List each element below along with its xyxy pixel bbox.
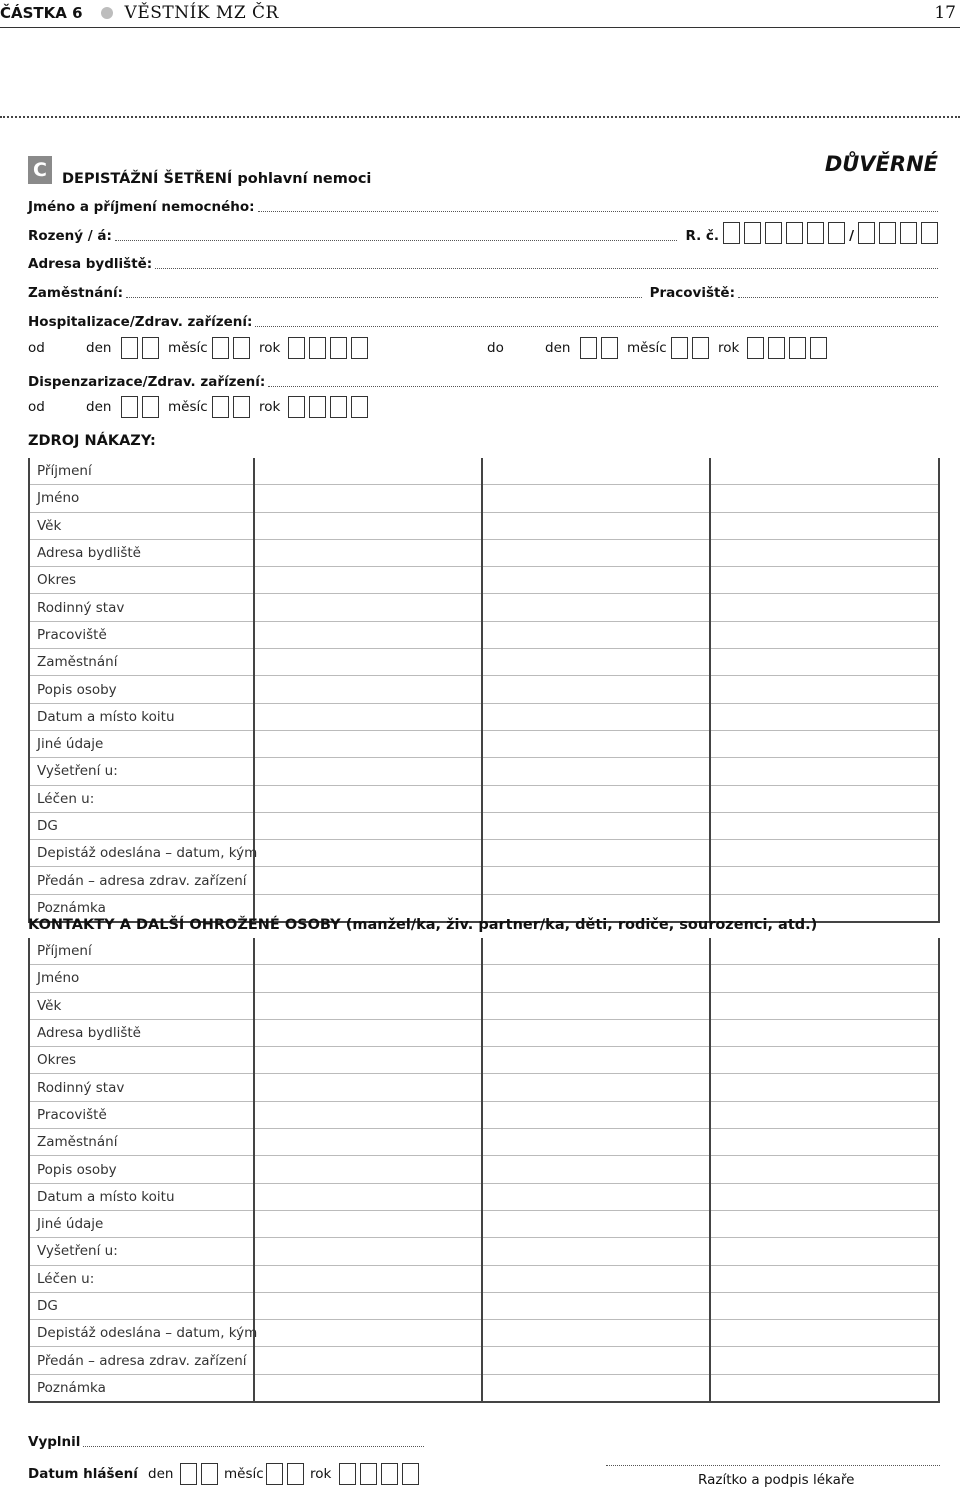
person-cell[interactable] — [254, 458, 482, 485]
person-cell[interactable] — [254, 867, 482, 894]
person-cell[interactable] — [482, 1074, 710, 1101]
person-cell[interactable] — [254, 758, 482, 785]
table-row — [29, 485, 939, 512]
workplace-label: Pracoviště: — [649, 285, 735, 301]
row-label: Zaměstnání — [29, 1129, 254, 1156]
month-label: měsíc — [168, 399, 208, 415]
person-cell[interactable] — [254, 812, 482, 839]
dispensary-label: Dispenzarizace/Zdrav. zařízení: — [28, 374, 266, 390]
hospital-date-row — [28, 335, 938, 361]
row-label: Popis osoby — [29, 1156, 254, 1183]
row-label: Jméno — [29, 965, 254, 992]
person-cell[interactable] — [710, 703, 939, 730]
person-cell[interactable] — [710, 1347, 939, 1374]
row-label: Léčen u: — [29, 1265, 254, 1292]
table-row — [29, 512, 939, 539]
row-label: Předán – adresa zdrav. zařízení — [29, 1347, 254, 1374]
from-label: od — [28, 340, 45, 356]
table-row — [29, 1292, 939, 1319]
person-cell[interactable] — [710, 1183, 939, 1210]
table-row — [29, 992, 939, 1019]
person-cell[interactable] — [482, 785, 710, 812]
to-label: do — [487, 340, 504, 356]
contacts-title: KONTAKTY A DALŠÍ OHROŽENÉ OSOBY (manžel/ka, živ. partner/ka, děti, rodiče, sourozenci, atd.) — [28, 917, 818, 933]
hospital-label: Hospitalizace/Zdrav. zařízení: — [28, 314, 253, 330]
report-month-boxes[interactable] — [266, 1463, 304, 1485]
employment-label: Zaměstnání: — [28, 285, 123, 301]
person-cell[interactable] — [710, 539, 939, 566]
address-row — [28, 254, 938, 272]
employment-field[interactable] — [126, 296, 642, 298]
disp-month-boxes[interactable] — [212, 396, 250, 418]
year-label: rok — [259, 340, 281, 356]
filled-by-row — [28, 1432, 424, 1450]
dispensary-date-row — [28, 394, 368, 420]
person-cell[interactable] — [254, 965, 482, 992]
row-label: Okres — [29, 1047, 254, 1074]
person-cell[interactable] — [254, 1347, 482, 1374]
person-cell[interactable] — [710, 992, 939, 1019]
table-row — [29, 730, 939, 757]
row-label: Předán – adresa zdrav. zařízení — [29, 867, 254, 894]
person-cell[interactable] — [254, 1047, 482, 1074]
person-cell[interactable] — [254, 1292, 482, 1319]
disp-day-boxes[interactable] — [121, 396, 159, 418]
to-year-boxes[interactable] — [747, 337, 827, 359]
table-row — [29, 621, 939, 648]
person-cell[interactable] — [482, 539, 710, 566]
row-label: Adresa bydliště — [29, 539, 254, 566]
table-row — [29, 594, 939, 621]
person-cell[interactable] — [710, 965, 939, 992]
table-row — [29, 938, 939, 965]
person-cell[interactable] — [482, 1347, 710, 1374]
person-cell[interactable] — [710, 758, 939, 785]
employment-row — [28, 283, 938, 301]
person-cell[interactable] — [710, 567, 939, 594]
person-cell[interactable] — [254, 512, 482, 539]
person-cell[interactable] — [254, 676, 482, 703]
month-label: měsíc — [168, 340, 208, 356]
row-label: Pracoviště — [29, 1101, 254, 1128]
person-cell[interactable] — [710, 1210, 939, 1237]
row-label: Jméno — [29, 485, 254, 512]
person-cell[interactable] — [710, 649, 939, 676]
contacts-table — [28, 938, 940, 1403]
from-day-boxes[interactable] — [121, 337, 159, 359]
row-label: Rodinný stav — [29, 1074, 254, 1101]
report-year-boxes[interactable] — [339, 1463, 419, 1485]
day-label: den — [86, 340, 112, 356]
table-row — [29, 567, 939, 594]
report-date-row — [28, 1461, 419, 1487]
row-label: Zaměstnání — [29, 649, 254, 676]
person-cell[interactable] — [482, 512, 710, 539]
bullet-icon — [101, 7, 113, 19]
person-cell[interactable] — [482, 867, 710, 894]
month-label: měsíc — [627, 340, 667, 356]
person-cell[interactable] — [710, 840, 939, 867]
person-cell[interactable] — [710, 485, 939, 512]
row-label: Příjmení — [29, 938, 254, 965]
rc-label: R. č. — [685, 228, 720, 244]
row-label: Pracoviště — [29, 621, 254, 648]
person-cell[interactable] — [482, 1374, 710, 1402]
address-field[interactable] — [155, 267, 938, 269]
person-cell[interactable] — [254, 1320, 482, 1347]
person-cell[interactable] — [254, 992, 482, 1019]
person-cell[interactable] — [710, 812, 939, 839]
rc-boxes-first[interactable] — [723, 222, 845, 244]
month-label: měsíc — [224, 1466, 264, 1482]
rc-separator: / — [849, 228, 854, 244]
row-label: Vyšetření u: — [29, 1238, 254, 1265]
row-label: Jiné údaje — [29, 730, 254, 757]
person-cell[interactable] — [482, 992, 710, 1019]
row-label: Depistáž odeslána – datum, kým — [29, 1320, 254, 1347]
born-row — [28, 226, 938, 244]
table-row — [29, 1265, 939, 1292]
person-cell[interactable] — [710, 1101, 939, 1128]
year-label: rok — [259, 399, 281, 415]
to-day-boxes[interactable] — [580, 337, 618, 359]
name-row — [28, 197, 938, 215]
person-cell[interactable] — [482, 621, 710, 648]
table-row — [29, 840, 939, 867]
person-cell[interactable] — [710, 1074, 939, 1101]
dispensary-field[interactable] — [268, 385, 938, 387]
person-cell[interactable] — [482, 1265, 710, 1292]
table-row — [29, 703, 939, 730]
day-label: den — [545, 340, 571, 356]
from-year-boxes[interactable] — [288, 337, 368, 359]
person-cell[interactable] — [254, 594, 482, 621]
person-cell[interactable] — [254, 567, 482, 594]
row-label: Věk — [29, 512, 254, 539]
person-cell[interactable] — [254, 1210, 482, 1237]
person-cell[interactable] — [254, 1129, 482, 1156]
table-row — [29, 1238, 939, 1265]
table-row — [29, 676, 939, 703]
person-cell[interactable] — [482, 1238, 710, 1265]
row-label: Rodinný stav — [29, 594, 254, 621]
confidential-label: DŮVĚRNÉ — [824, 152, 938, 176]
address-label: Adresa bydliště: — [28, 256, 153, 272]
row-label: Adresa bydliště — [29, 1019, 254, 1046]
person-cell[interactable] — [710, 1019, 939, 1046]
table-row — [29, 965, 939, 992]
table-row — [29, 758, 939, 785]
born-field[interactable] — [115, 239, 678, 241]
day-label: den — [86, 399, 112, 415]
person-cell[interactable] — [482, 1210, 710, 1237]
person-cell[interactable] — [710, 1129, 939, 1156]
journal-title: VĚSTNÍK MZ ČR — [124, 3, 279, 23]
table-row — [29, 1101, 939, 1128]
table-row — [29, 1129, 939, 1156]
person-cell[interactable] — [710, 1265, 939, 1292]
filled-by-field[interactable] — [83, 1445, 424, 1447]
table-row — [29, 458, 939, 485]
filled-by-label: Vyplnil — [28, 1434, 81, 1450]
table-row — [29, 785, 939, 812]
person-cell[interactable] — [254, 1074, 482, 1101]
row-label: Poznámka — [29, 894, 254, 922]
person-cell[interactable] — [254, 1101, 482, 1128]
person-cell[interactable] — [482, 703, 710, 730]
person-cell[interactable] — [482, 1047, 710, 1074]
person-cell[interactable] — [254, 1374, 482, 1402]
table-row — [29, 1210, 939, 1237]
person-cell[interactable] — [710, 1047, 939, 1074]
person-cell[interactable] — [482, 649, 710, 676]
table-row — [29, 1183, 939, 1210]
person-cell[interactable] — [710, 621, 939, 648]
part-label: ČÁSTKA 6 — [0, 4, 83, 22]
table-row — [29, 539, 939, 566]
workplace-field[interactable] — [738, 296, 938, 298]
hospital-field[interactable] — [255, 325, 938, 327]
row-label: Vyšetření u: — [29, 758, 254, 785]
page-header-left — [0, 3, 279, 23]
person-cell[interactable] — [482, 730, 710, 757]
to-month-boxes[interactable] — [671, 337, 709, 359]
person-cell[interactable] — [254, 730, 482, 757]
row-label: DG — [29, 1292, 254, 1319]
person-cell[interactable] — [254, 539, 482, 566]
person-cell[interactable] — [482, 1183, 710, 1210]
row-label: Popis osoby — [29, 676, 254, 703]
disp-year-boxes[interactable] — [288, 396, 368, 418]
person-cell[interactable] — [482, 567, 710, 594]
person-cell[interactable] — [482, 938, 710, 965]
table-row — [29, 1156, 939, 1183]
person-cell[interactable] — [254, 621, 482, 648]
person-cell[interactable] — [482, 1019, 710, 1046]
header-rule — [0, 27, 960, 28]
row-label: Datum a místo koitu — [29, 1183, 254, 1210]
person-cell[interactable] — [254, 1265, 482, 1292]
table-row — [29, 1374, 939, 1402]
table-row — [29, 812, 939, 839]
row-label: DG — [29, 812, 254, 839]
table-row — [29, 867, 939, 894]
row-label: Poznámka — [29, 1374, 254, 1402]
person-cell[interactable] — [710, 867, 939, 894]
person-cell[interactable] — [482, 840, 710, 867]
signature-line[interactable] — [606, 1465, 940, 1466]
person-cell[interactable] — [482, 1101, 710, 1128]
table-row — [29, 1320, 939, 1347]
source-table — [28, 458, 940, 923]
row-label: Jiné údaje — [29, 1210, 254, 1237]
report-date-label: Datum hlášení — [28, 1466, 138, 1482]
person-cell[interactable] — [710, 594, 939, 621]
cut-line — [0, 116, 960, 118]
person-cell[interactable] — [254, 785, 482, 812]
name-label: Jméno a příjmení nemocného: — [28, 199, 255, 215]
table-row — [29, 1047, 939, 1074]
section-title: DEPISTÁŽNÍ ŠETŘENÍ pohlavní nemoci — [62, 171, 372, 187]
person-cell[interactable] — [710, 458, 939, 485]
person-cell[interactable] — [254, 1238, 482, 1265]
person-cell[interactable] — [710, 1374, 939, 1402]
person-cell[interactable] — [482, 458, 710, 485]
source-title: ZDROJ NÁKAZY: — [28, 433, 156, 449]
row-label: Depistáž odeslána – datum, kým — [29, 840, 254, 867]
hospital-row — [28, 312, 938, 330]
day-label: den — [148, 1466, 174, 1482]
table-row — [29, 1019, 939, 1046]
row-label: Léčen u: — [29, 785, 254, 812]
table-row — [29, 1347, 939, 1374]
person-cell[interactable] — [254, 649, 482, 676]
person-cell[interactable] — [482, 676, 710, 703]
person-cell[interactable] — [254, 703, 482, 730]
row-label: Okres — [29, 567, 254, 594]
person-cell[interactable] — [254, 1019, 482, 1046]
from-month-boxes[interactable] — [212, 337, 250, 359]
person-cell[interactable] — [710, 1320, 939, 1347]
person-cell[interactable] — [710, 1238, 939, 1265]
person-cell[interactable] — [254, 840, 482, 867]
year-label: rok — [718, 340, 740, 356]
page-number: 17 — [934, 3, 956, 23]
table-row — [29, 649, 939, 676]
person-cell[interactable] — [482, 594, 710, 621]
person-cell[interactable] — [254, 938, 482, 965]
person-cell[interactable] — [254, 485, 482, 512]
person-cell[interactable] — [482, 485, 710, 512]
stamp-signature-label: Razítko a podpis lékaře — [698, 1472, 855, 1488]
person-cell[interactable] — [482, 1129, 710, 1156]
person-cell[interactable] — [710, 1156, 939, 1183]
dispensary-row — [28, 372, 938, 390]
rc-boxes-second[interactable] — [858, 222, 938, 244]
person-cell[interactable] — [482, 965, 710, 992]
person-cell[interactable] — [710, 676, 939, 703]
row-label: Příjmení — [29, 458, 254, 485]
person-cell[interactable] — [710, 730, 939, 757]
person-cell[interactable] — [254, 1156, 482, 1183]
table-row — [29, 1074, 939, 1101]
person-cell[interactable] — [482, 812, 710, 839]
row-label: Věk — [29, 992, 254, 1019]
person-cell[interactable] — [710, 512, 939, 539]
from-label: od — [28, 399, 45, 415]
name-field[interactable] — [258, 210, 938, 212]
person-cell[interactable] — [254, 1183, 482, 1210]
person-cell[interactable] — [482, 758, 710, 785]
report-day-boxes[interactable] — [180, 1463, 218, 1485]
person-cell[interactable] — [482, 1320, 710, 1347]
born-label: Rozený / á: — [28, 228, 112, 244]
section-letter: C — [28, 156, 52, 184]
person-cell[interactable] — [482, 1292, 710, 1319]
row-label: Datum a místo koitu — [29, 703, 254, 730]
person-cell[interactable] — [710, 785, 939, 812]
person-cell[interactable] — [482, 1156, 710, 1183]
year-label: rok — [310, 1466, 332, 1482]
person-cell[interactable] — [710, 1292, 939, 1319]
person-cell[interactable] — [710, 938, 939, 965]
